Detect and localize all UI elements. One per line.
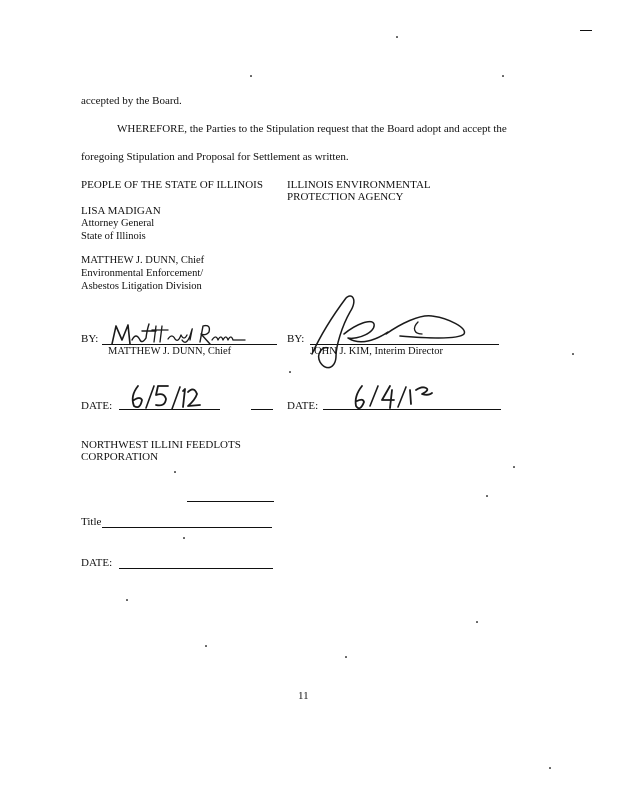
right-signer-name: JOHN J. KIM, Interim Director [310,346,443,357]
attorney-general-title: Attorney General [81,218,155,229]
chief-division-1: Environmental Enforcement/ [81,268,204,279]
chief-name: MATTHEW J. DUNN, Chief [81,255,205,266]
corner-dash [580,30,592,31]
scan-speck [486,495,488,497]
body-line-1: accepted by the Board. [81,95,182,107]
scan-speck [250,75,252,77]
body-line-2: WHEREFORE, the Parties to the Stipulation request that the Board adopt and accept the [117,123,507,135]
attorney-general-name: LISA MADIGAN [81,205,161,217]
corp-title-line [102,527,272,528]
chief-division-2: Asbestos Litigation Division [81,281,202,292]
scan-speck [205,645,207,647]
left-signer-name: MATTHEW J. DUNN, Chief [108,346,232,357]
scan-speck [549,767,551,769]
scan-speck [476,621,478,623]
corp-date-line [119,568,273,569]
left-handwritten-date [128,382,208,414]
corp-title-label: Title [81,516,102,528]
scan-speck [345,656,347,658]
body-line-3: foregoing Stipulation and Proposal for Settlement as written. [81,151,349,163]
attorney-general-state: State of Illinois [81,231,146,242]
scan-speck [396,36,398,38]
party-agency-line-2: PROTECTION AGENCY [287,191,404,203]
right-handwritten-date [350,382,440,414]
right-date-label: DATE: [287,400,319,412]
scan-speck [572,353,574,355]
scan-speck [513,466,515,468]
scan-speck [502,75,504,77]
corp-name-1: NORTHWEST ILLINI FEEDLOTS [81,439,241,451]
party-agency-line-1: ILLINOIS ENVIRONMENTAL [287,179,431,191]
left-signature [108,322,258,348]
scan-speck [289,371,291,373]
left-date-label: DATE: [81,400,113,412]
scan-speck [126,599,128,601]
corp-date-label: DATE: [81,557,113,569]
corp-signature-line [187,501,274,502]
scan-speck [183,537,185,539]
scan-speck [174,471,176,473]
page-number: 11 [298,690,309,702]
right-by-label: BY: [287,333,305,345]
party-people: PEOPLE OF THE STATE OF ILLINOIS [81,179,263,191]
left-date-trailing-line [251,409,273,410]
left-by-label: BY: [81,333,99,345]
right-signature [300,288,490,378]
corp-name-2: CORPORATION [81,451,159,463]
